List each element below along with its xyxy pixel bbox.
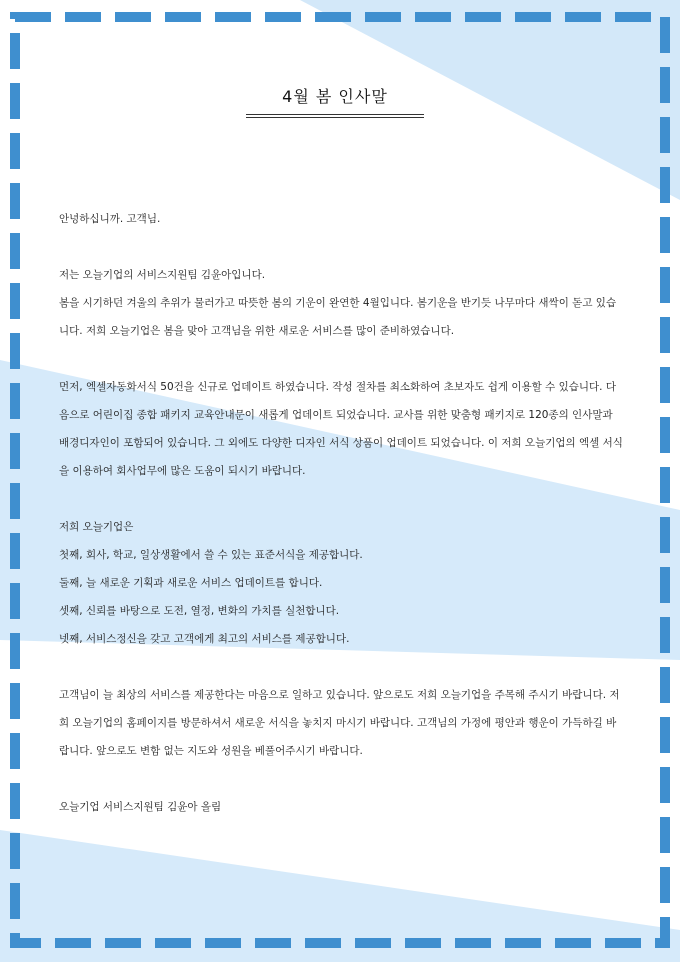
list-intro: 저희 오늘기업은: [59, 521, 134, 533]
title-block: [246, 86, 424, 120]
letter-body: [59, 205, 625, 821]
closing-paragraph: 고객님이 늘 최상의 서비스를 제공한다는 마음으로 일하고 있습니다. 앞으로도 저희 오늘기업을 주목해 주시기 바랍니다. 저희 오늘기업의 홈페이지를 방문하셔서 새로운 서식을 놓치지 마시기 바랍니다. 고객님의 가정에 평안과 행운이 가득하길 바랍니다. 앞으로도 변함 없는 지도와 성원을 베풀어주시기 바랍니다.: [59, 689, 620, 757]
greeting: 안녕하십니까. 고객님.: [59, 213, 161, 225]
page-title: 4월 봄 인사말: [282, 87, 388, 106]
list-item-2: 둘째, 늘 새로운 기획과 새로운 서비스 업데이트를 합니다.: [59, 577, 323, 589]
list-item-4: 넷째, 서비스정신을 갖고 고객에게 최고의 서비스를 제공합니다.: [59, 633, 350, 645]
updates-paragraph: 먼저, 엑셀자동화서식 50건을 신규로 업데이트 하였습니다. 작성 절차를 최소화하여 초보자도 쉽게 이용할 수 있습니다. 다음으로 어린이집 종합 패키지 교육안내문이 새롭게 업데이트 되었습니다. 교사를 위한 맞춤형 패키지로 120종의 인사말과 배경디자인이 포함되어 있습니다. 그 외에도 다양한 디자인 서식 상품이 업데이트 되었습니다. 이 저희 오늘기업의 엑셀 서식을 이용하여 회사업무에 많은 도움이 되시기 바랍니다.: [59, 381, 623, 477]
intro-paragraph: 봄을 시기하던 겨울의 추위가 물러가고 따뜻한 봄의 기운이 완연한 4월입니다. 봄기운을 반기듯 나무마다 새싹이 돋고 있습니다. 저희 오늘기업은 봄을 맞아 고객님을 위한 새로운 서비스를 많이 준비하였습니다.: [59, 297, 617, 337]
title-underline-1: [246, 114, 424, 115]
signature: 오늘기업 서비스지원팀 김윤아 올림: [59, 801, 222, 813]
list-item-3: 셋째, 신뢰를 바탕으로 도전, 열정, 변화의 가치를 실천합니다.: [59, 605, 340, 617]
list-item-1: 첫째, 회사, 학교, 일상생활에서 쓸 수 있는 표준서식을 제공합니다.: [59, 549, 363, 561]
title-underline-2: [246, 117, 424, 118]
intro-line-1: 저는 오늘기업의 서비스지원팀 김윤아입니다.: [59, 269, 266, 281]
